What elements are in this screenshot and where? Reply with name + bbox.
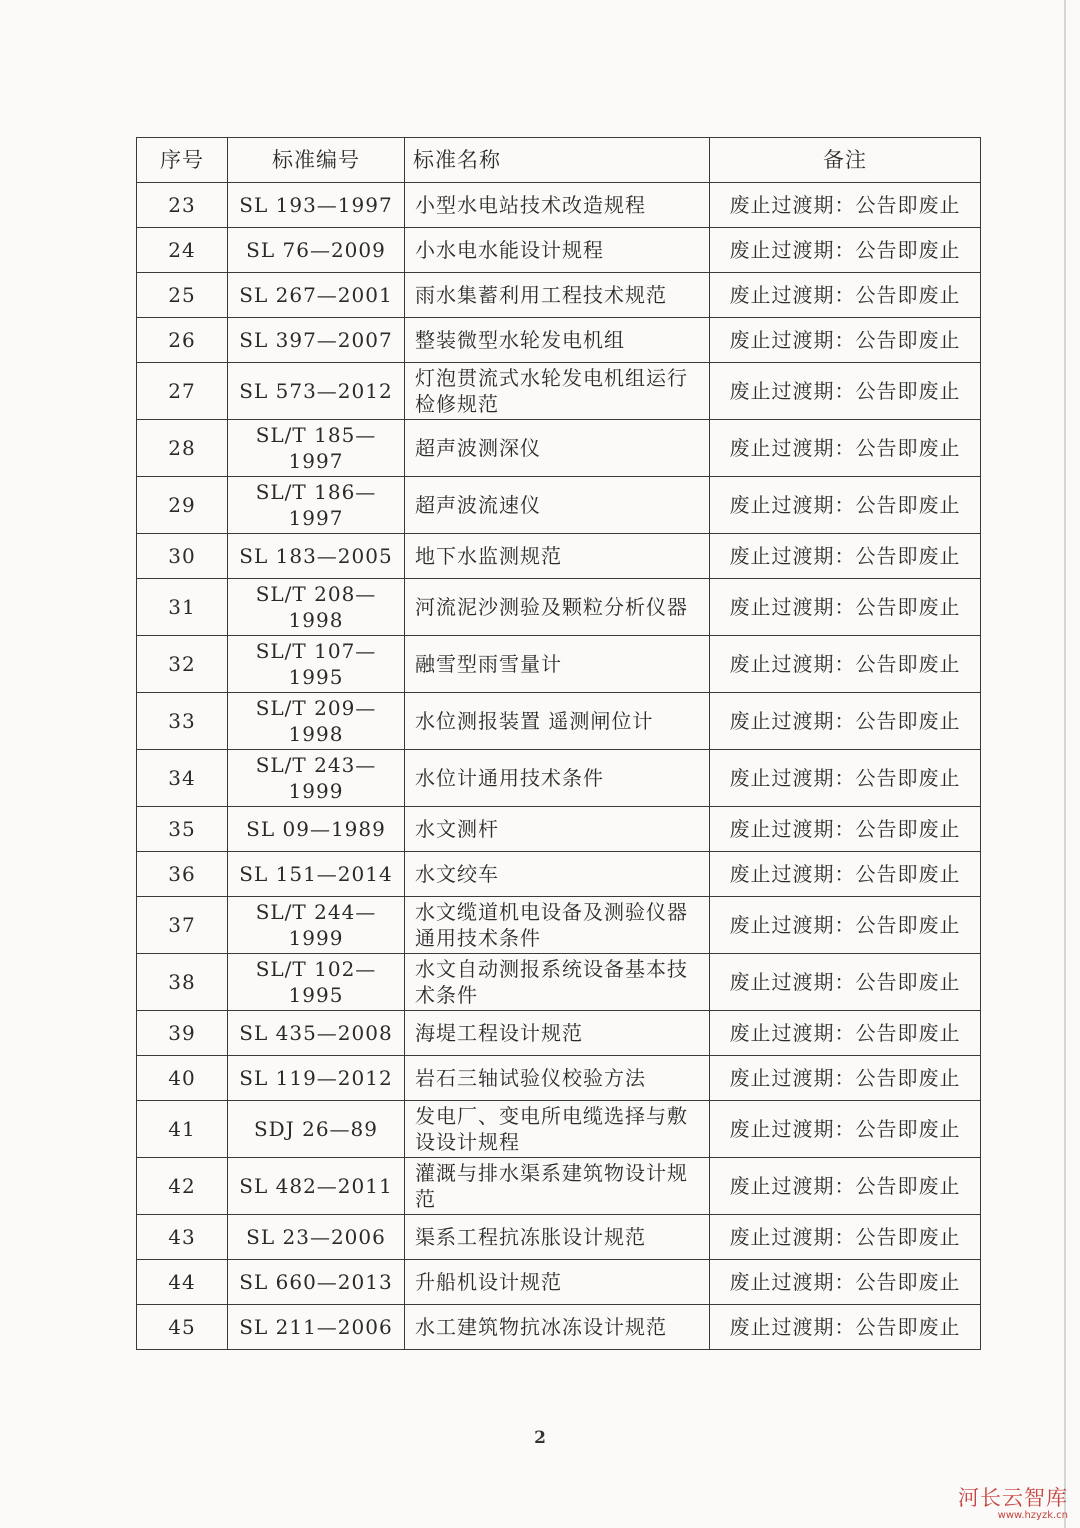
- row-note: 废止过渡期：公告即废止: [710, 534, 981, 579]
- row-code: SL 09—1989: [228, 807, 405, 852]
- row-seq: 26: [137, 318, 228, 363]
- row-name: 地下水监测规范: [405, 534, 710, 579]
- row-name: 升船机设计规范: [405, 1260, 710, 1305]
- table-row: [137, 807, 981, 852]
- header-seq: 序号: [137, 138, 228, 183]
- row-code: SL/T 243—1999: [228, 750, 405, 807]
- row-name: 雨水集蓄利用工程技术规范: [405, 273, 710, 318]
- row-name: 小水电水能设计规程: [405, 228, 710, 273]
- row-note: 废止过渡期：公告即废止: [710, 693, 981, 750]
- header-code: 标准编号: [228, 138, 405, 183]
- table-header-row: [137, 138, 981, 183]
- table-row: [137, 693, 981, 750]
- row-note: 废止过渡期：公告即废止: [710, 636, 981, 693]
- row-name: 水文绞车: [405, 852, 710, 897]
- row-seq: 28: [137, 420, 228, 477]
- table-row: [137, 318, 981, 363]
- row-note: 废止过渡期：公告即废止: [710, 1011, 981, 1056]
- row-seq: 40: [137, 1056, 228, 1101]
- row-seq: 27: [137, 363, 228, 420]
- row-code: SL 267—2001: [228, 273, 405, 318]
- table-row: [137, 183, 981, 228]
- row-name: 超声波流速仪: [405, 477, 710, 534]
- row-seq: 36: [137, 852, 228, 897]
- row-note: 废止过渡期：公告即废止: [710, 1101, 981, 1158]
- row-seq: 41: [137, 1101, 228, 1158]
- table-row: [137, 1056, 981, 1101]
- table-row: [137, 897, 981, 954]
- row-note: 废止过渡期：公告即废止: [710, 1056, 981, 1101]
- row-name: 整装微型水轮发电机组: [405, 318, 710, 363]
- row-seq: 39: [137, 1011, 228, 1056]
- table-row: [137, 420, 981, 477]
- row-name: 水工建筑物抗冰冻设计规范: [405, 1305, 710, 1350]
- table-row: [137, 636, 981, 693]
- table-row: [137, 1305, 981, 1350]
- row-note: 废止过渡期：公告即废止: [710, 363, 981, 420]
- row-name: 水位计通用技术条件: [405, 750, 710, 807]
- row-code: SL 119—2012: [228, 1056, 405, 1101]
- row-code: SL 193—1997: [228, 183, 405, 228]
- row-code: SL/T 107—1995: [228, 636, 405, 693]
- row-code: SL 573—2012: [228, 363, 405, 420]
- table-row: [137, 363, 981, 420]
- table-row: [137, 852, 981, 897]
- table-row: [137, 750, 981, 807]
- row-seq: 34: [137, 750, 228, 807]
- row-note: 废止过渡期：公告即废止: [710, 477, 981, 534]
- row-note: 废止过渡期：公告即废止: [710, 1215, 981, 1260]
- table-row: [137, 228, 981, 273]
- table-row: [137, 579, 981, 636]
- row-name: 水文自动测报系统设备基本技术条件: [405, 954, 710, 1011]
- watermark: [958, 1486, 1068, 1522]
- row-name: 发电厂、变电所电缆选择与敷设设计规程: [405, 1101, 710, 1158]
- row-name: 海堤工程设计规范: [405, 1011, 710, 1056]
- table-row: [137, 273, 981, 318]
- row-seq: 37: [137, 897, 228, 954]
- row-note: 废止过渡期：公告即废止: [710, 750, 981, 807]
- row-note: 废止过渡期：公告即废止: [710, 183, 981, 228]
- row-code: SL 482—2011: [228, 1158, 405, 1215]
- row-seq: 31: [137, 579, 228, 636]
- row-code: SL 660—2013: [228, 1260, 405, 1305]
- row-seq: 42: [137, 1158, 228, 1215]
- row-seq: 43: [137, 1215, 228, 1260]
- row-code: SL 151—2014: [228, 852, 405, 897]
- row-seq: 24: [137, 228, 228, 273]
- row-note: 废止过渡期：公告即废止: [710, 228, 981, 273]
- row-seq: 30: [137, 534, 228, 579]
- row-seq: 33: [137, 693, 228, 750]
- row-name: 水文测杆: [405, 807, 710, 852]
- header-note: 备注: [710, 138, 981, 183]
- row-seq: 45: [137, 1305, 228, 1350]
- standards-table: [136, 137, 981, 1350]
- header-name: 标准名称: [405, 138, 710, 183]
- row-code: SL 211—2006: [228, 1305, 405, 1350]
- row-code: SL/T 244—1999: [228, 897, 405, 954]
- watermark-logo-text: 河长云智库: [958, 1486, 1068, 1510]
- table-row: [137, 1011, 981, 1056]
- row-name: 灌溉与排水渠系建筑物设计规范: [405, 1158, 710, 1215]
- row-seq: 32: [137, 636, 228, 693]
- row-name: 小型水电站技术改造规程: [405, 183, 710, 228]
- row-name: 超声波测深仪: [405, 420, 710, 477]
- table-row: [137, 1215, 981, 1260]
- row-note: 废止过渡期：公告即废止: [710, 852, 981, 897]
- row-seq: 35: [137, 807, 228, 852]
- table-row: [137, 954, 981, 1011]
- row-name: 水文缆道机电设备及测验仪器通用技术条件: [405, 897, 710, 954]
- row-note: 废止过渡期：公告即废止: [710, 273, 981, 318]
- table-row: [137, 534, 981, 579]
- table-row: [137, 477, 981, 534]
- row-name: 岩石三轴试验仪校验方法: [405, 1056, 710, 1101]
- row-seq: 25: [137, 273, 228, 318]
- row-note: 废止过渡期：公告即废止: [710, 897, 981, 954]
- row-seq: 44: [137, 1260, 228, 1305]
- page-number: 2: [534, 1428, 546, 1448]
- row-seq: 38: [137, 954, 228, 1011]
- row-seq: 23: [137, 183, 228, 228]
- row-note: 废止过渡期：公告即废止: [710, 318, 981, 363]
- row-note: 废止过渡期：公告即废止: [710, 420, 981, 477]
- row-note: 废止过渡期：公告即废止: [710, 954, 981, 1011]
- row-name: 河流泥沙测验及颗粒分析仪器: [405, 579, 710, 636]
- page-edge: [1064, 0, 1066, 1528]
- row-code: SL 76—2009: [228, 228, 405, 273]
- row-code: SL 435—2008: [228, 1011, 405, 1056]
- table-row: [137, 1101, 981, 1158]
- table-row: [137, 1260, 981, 1305]
- row-seq: 29: [137, 477, 228, 534]
- row-note: 废止过渡期：公告即废止: [710, 1260, 981, 1305]
- row-code: SL 397—2007: [228, 318, 405, 363]
- table-row: [137, 1158, 981, 1215]
- row-note: 废止过渡期：公告即废止: [710, 807, 981, 852]
- row-note: 废止过渡期：公告即废止: [710, 579, 981, 636]
- row-code: SL/T 209—1998: [228, 693, 405, 750]
- row-name: 融雪型雨雪量计: [405, 636, 710, 693]
- watermark-url: www.hzyzk.cn: [997, 1510, 1068, 1521]
- row-code: SL/T 208—1998: [228, 579, 405, 636]
- row-name: 灯泡贯流式水轮发电机组运行检修规范: [405, 363, 710, 420]
- standards-table-container: [136, 137, 961, 1350]
- row-note: 废止过渡期：公告即废止: [710, 1158, 981, 1215]
- row-code: SL/T 185—1997: [228, 420, 405, 477]
- row-code: SL 23—2006: [228, 1215, 405, 1260]
- row-code: SL/T 186—1997: [228, 477, 405, 534]
- row-name: 水位测报装置 遥测闸位计: [405, 693, 710, 750]
- row-code: SDJ 26—89: [228, 1101, 405, 1158]
- row-name: 渠系工程抗冻胀设计规范: [405, 1215, 710, 1260]
- row-code: SL/T 102—1995: [228, 954, 405, 1011]
- row-code: SL 183—2005: [228, 534, 405, 579]
- row-note: 废止过渡期：公告即废止: [710, 1305, 981, 1350]
